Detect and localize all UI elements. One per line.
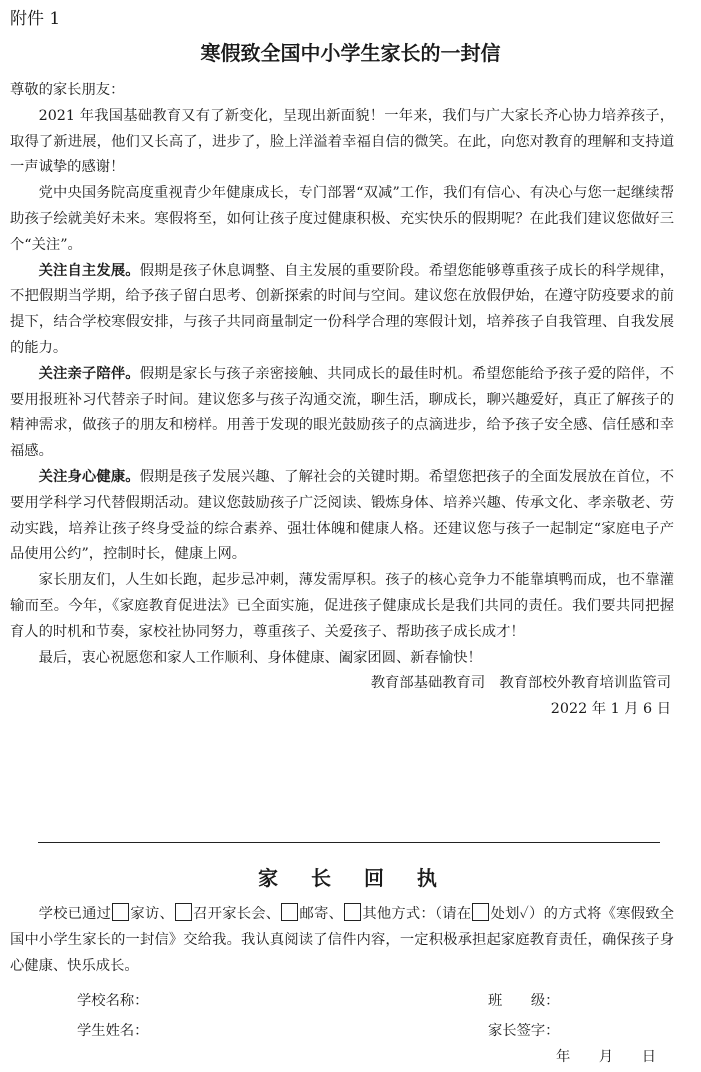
paragraph-text: 假期是孩子休息调整、自主发展的重要阶段。希望您能够尊重孩子成长的科学规律，不把假期当学期，给予孩子留白思考、创新探索的时间与空间。建议您在放假伊始，在遵守防疫要求的前提下，结合学校寒假安排，与孩子共同商量制定一份科学合理的寒假计划，培养孩子自我管理、自我发展的能力。 (10, 262, 675, 356)
paragraph-6 (10, 568, 674, 645)
paragraph-4 (10, 362, 674, 465)
salutation: 尊敬的家长朋友： (10, 82, 125, 98)
checkbox-mail[interactable] (281, 903, 298, 921)
paragraph-lead: 关注自主发展。 (38, 262, 140, 279)
checkbox-parent-meeting[interactable] (175, 903, 192, 921)
paragraph-text: 家长朋友们，人生如长跑，起步忌冲刺，薄发需厚积。孩子的核心竞争力不能靠填鸭而成，也不靠灌输而至。今年，《家庭教育促进法》已全面实施，促进孩子健康成长是我们共同的责任。我们要共同把握育人的时机和节奏，家校社协同努力，尊重孩子、关爱孩子、帮助孩子成长成才！ (10, 572, 674, 640)
class-label: 班 级： (488, 993, 560, 1009)
paragraph-2 (10, 181, 674, 258)
checkbox-home-visit[interactable] (112, 903, 129, 921)
divider-line (38, 842, 660, 843)
letter-title: 寒假致全国中小学生家长的一封信 (200, 41, 501, 65)
paragraph-text: 假期是家长与孩子亲密接触、共同成长的最佳时机。希望您能给予孩子爱的陪伴，不要用报班补习代替亲子时间。建议您多与孩子沟通交流，聊生活，聊成长，聊兴趣爱好，真正了解孩子的精神需求，做孩子的朋友和榜样。用善于发现的眼光鼓励孩子的点滴进步，给予孩子安全感、信任感和幸福感。 (10, 365, 675, 460)
letter-date: 2022 年 1 月 6 日 (550, 701, 671, 718)
paragraph-lead: 关注身心健康。 (38, 468, 140, 485)
paragraph-1 (10, 104, 674, 181)
student-name-label: 学生姓名： (77, 1023, 149, 1039)
paragraph-text: 最后，衷心祝愿您和家人工作顺利、身体健康、阖家团圆、新春愉快！ (38, 649, 482, 666)
parent-signature-label: 家长签字： (488, 1023, 560, 1039)
option-parent-meeting: 召开家长会、 (192, 906, 281, 922)
option-mail: 邮寄、 (299, 906, 344, 922)
checkbox-sample (472, 903, 489, 921)
paragraph-7 (10, 646, 674, 672)
paragraph-text: 假期是孩子发展兴趣、了解社会的关键时期。希望您把孩子的全面发展放在首位，不要用学科学习代替假期活动。建议您鼓励孩子广泛阅读、锻炼身体、培养兴趣、传承文化、孝亲敬老、劳动实践，培养让孩子终身受益的综合素养、强壮体魄和健康人格。还建议您与孩子一起制定“家庭电子产品使用公约”，控制时长，健康上网。 (10, 468, 675, 563)
paragraph-lead: 关注亲子陪伴。 (38, 365, 140, 382)
option-other: 其他方式：（请在 (362, 906, 472, 922)
letter-body (10, 78, 674, 723)
paragraph-5 (10, 465, 674, 568)
receipt-paragraph (10, 902, 674, 979)
option-home-visit: 家访、 (130, 906, 174, 922)
checkbox-other[interactable] (344, 903, 361, 921)
paragraph-3 (10, 259, 674, 362)
receipt-text: 处划✓）的方式将《寒假致全国中小学生家长的一封信》交给我。我认真阅读了信件内容，一定积极承担起家庭教育责任，确保孩子身心健康、快乐成长。 (10, 906, 675, 974)
paragraph-text: 2021 年我国基础教育又有了新变化，呈现出新面貌！一年来，我们与广大家长齐心协力培养孩子，取得了新进展，他们又长高了，进步了，脸上洋溢着幸福自信的微笑。在此，向您对教育的理解和支持道一声诚挚的感谢！ (10, 107, 674, 176)
paragraph-text: 党中央国务院高度重视青少年健康成长，专门部署“双减”工作，我们有信心、有决心与您一起继续帮助孩子绘就美好未来。寒假将至，如何让孩子度过健康积极、充实快乐的假期呢？在此我们建议您做好三个“关注”。 (10, 185, 674, 253)
signature: 教育部基础教育司 教育部校外教育培训监管司 (370, 675, 671, 692)
school-name-label: 学校名称： (77, 993, 149, 1009)
receipt-text: 学校已通过 (38, 906, 112, 922)
attachment-label: 附件 1 (10, 9, 61, 29)
receipt-date-label: 年 月 日 (556, 1049, 657, 1065)
receipt-title: 家 长 回 执 (258, 866, 443, 890)
receipt-body (10, 902, 674, 979)
